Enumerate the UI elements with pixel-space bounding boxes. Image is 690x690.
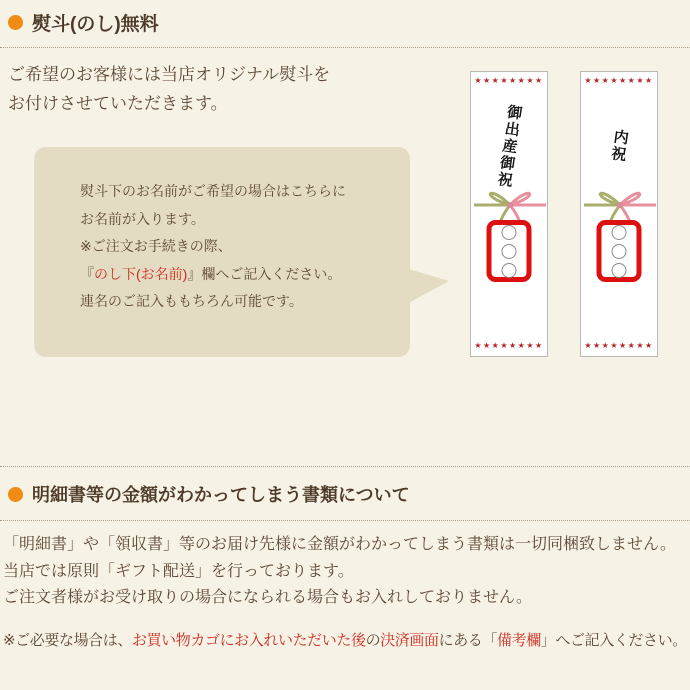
cart-after-red-text: お買い物カゴにお入れいただいた後 bbox=[131, 631, 366, 649]
noshi-heading-label: 熨斗(のし)無料 bbox=[32, 14, 159, 35]
bubble-line4: 『のし下(お名前)』欄へご記入ください。 bbox=[80, 265, 342, 282]
bubble-line3: ※ご注文お手続きの際、 bbox=[80, 238, 232, 254]
documents-line2: 当店では原則「ギフト配送」を行っております。 bbox=[3, 562, 354, 580]
noshi-shita-red-label: のし下(お名前) bbox=[94, 265, 188, 282]
bubble-line5: 連名のご記入ももちろん可能です。 bbox=[80, 293, 303, 309]
orange-bullet-icon bbox=[8, 487, 23, 502]
documents-section-heading bbox=[0, 466, 690, 521]
seal-circle-icon bbox=[612, 263, 627, 278]
seal-circle-icon bbox=[612, 244, 627, 259]
remarks-column-red-text: 備考欄 bbox=[497, 631, 541, 649]
documents-heading-label: 明細書等の金額がわかってしまう書類について bbox=[32, 485, 410, 505]
noshi-sample-shussan bbox=[470, 71, 548, 357]
noshi-label-text: 内祝 bbox=[608, 127, 630, 165]
noshi-sample-uchiiwai bbox=[580, 71, 658, 357]
orange-bullet-icon bbox=[8, 15, 23, 30]
payment-screen-red-text: 決済画面 bbox=[380, 631, 439, 649]
noshi-red-frame bbox=[597, 220, 642, 282]
noshi-red-frame bbox=[487, 220, 532, 282]
noshi-intro-line2: お付けさせていただきます。 bbox=[8, 94, 228, 113]
star-row-icon: ★★★★★★★★ bbox=[584, 76, 654, 85]
noshi-label-text: 御出産御祝 bbox=[494, 102, 524, 190]
documents-line1: 「明細書」や「領収書」等のお届け先様に金額がわかってしまう書類は一切同梱致しません。 bbox=[3, 536, 676, 553]
seal-circle-icon bbox=[502, 263, 517, 278]
star-row-icon: ★★★★★★★★ bbox=[584, 341, 654, 350]
noshi-section-body bbox=[0, 48, 690, 466]
documents-section-body bbox=[0, 521, 690, 654]
noshi-intro-line1: ご希望のお客様には当店オリジナル熨斗を bbox=[8, 65, 331, 84]
speech-bubble-tail bbox=[405, 268, 450, 306]
seal-circle-icon bbox=[612, 225, 627, 240]
remarks-field-note: ※ご必要な場合は、お買い物カゴにお入れいただいた後の決済画面にある「備考欄」へご記入ください。 bbox=[3, 631, 687, 649]
star-row-icon: ★★★★★★★★ bbox=[474, 76, 544, 85]
noshi-section-heading bbox=[0, 0, 690, 48]
bubble-line2: お名前が入ります。 bbox=[80, 210, 205, 227]
noshi-name-speech-bubble bbox=[34, 147, 410, 357]
seal-circle-icon bbox=[502, 244, 517, 259]
documents-line3: ご注文者様がお受け取りの場合になられる場合もお入れしておりません。 bbox=[3, 589, 532, 606]
seal-circle-icon bbox=[502, 225, 517, 240]
bubble-line1: 熨斗下のお名前がご希望の場合はこちらに bbox=[80, 183, 346, 199]
star-row-icon: ★★★★★★★★ bbox=[474, 341, 544, 350]
